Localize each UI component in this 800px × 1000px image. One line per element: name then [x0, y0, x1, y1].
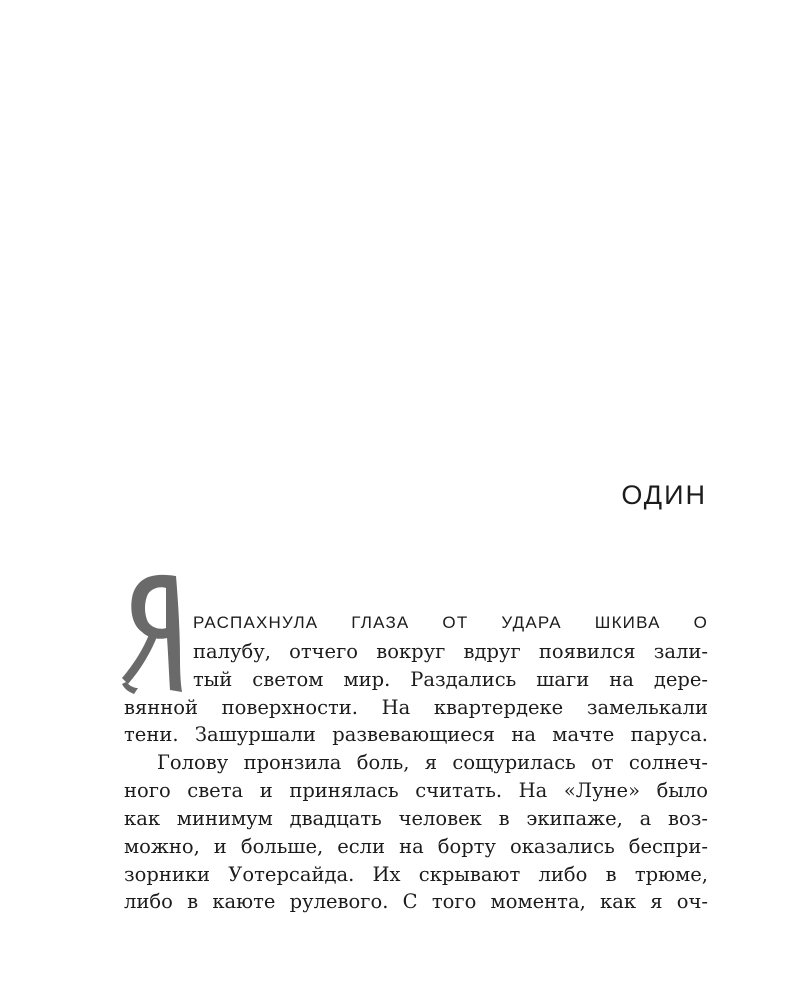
text-line: РАСПАХНУЛА ГЛАЗА ОТ УДАРА ШКИВА О: [193, 613, 708, 632]
text-line: зорники Уотерсайда. Их скрывают либо в трюме,: [124, 863, 708, 886]
text-line: ного света и принялась считать. На «Луне» было: [124, 779, 708, 802]
drop-cap-glyph: [118, 570, 190, 696]
text-line: тени. Зашуршали развевающиеся на мачте паруса.: [124, 723, 708, 746]
text-line: Голову пронзила боль, я сощурилась от солнеч-: [157, 751, 708, 774]
text-line: вянной поверхности. На квартердеке замелькали: [124, 696, 708, 719]
text-line: тый светом мир. Раздались шаги на дере-: [193, 668, 708, 691]
text-line: палубу, отчего вокруг вдруг появился зали-: [193, 640, 708, 663]
text-line: либо в каюте рулевого. С того момента, как я оч-: [124, 890, 708, 913]
text-line: как минимум двадцать человек в экипаже, а воз-: [124, 807, 708, 830]
text-line: можно, и больше, если на борту оказались беспри-: [124, 835, 708, 858]
chapter-title: ОДИН: [621, 480, 707, 510]
